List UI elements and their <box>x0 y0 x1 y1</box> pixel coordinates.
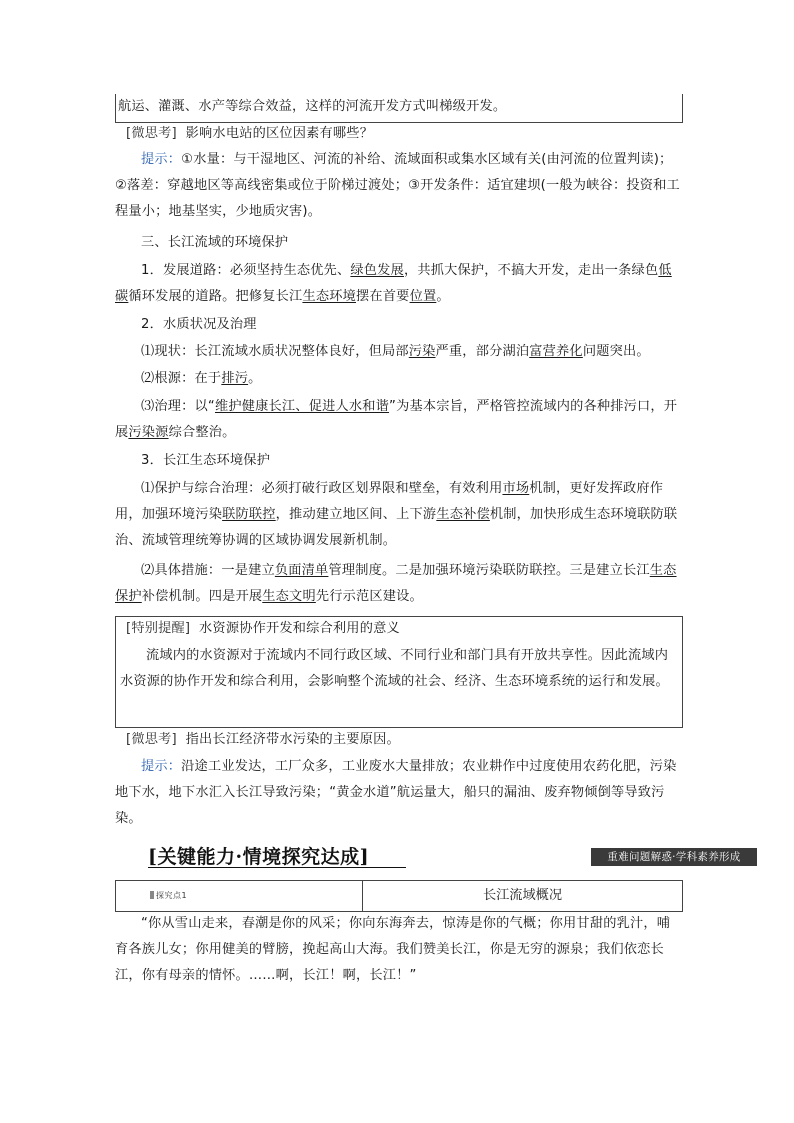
hint-label: 提示： <box>141 152 182 167</box>
text: 机制，更好发挥政府作用，加强环境污染 <box>115 481 664 522</box>
text: ，共抓大保护，不搞大开发，走出一条绿色 <box>403 263 659 278</box>
underlined-term: 污染源 <box>128 425 169 440</box>
text: ⑴现状：长江流域水质状况整体良好，但局部 <box>141 344 409 359</box>
text: 综合整治。 <box>168 425 236 440</box>
item-3-heading: 3．长江生态环境保护 <box>141 453 271 468</box>
text: ⑴保护与综合治理：必须打破行政区划界限和壁垒，有效利用 <box>141 481 503 496</box>
poem-quote: “你从雪山走来，春潮是你的风采；你向东海奔去，惊涛是你的气概；你用甘甜的乳汁，哺育各族儿女；你用健美的臂膀，挽起高山大海。我们赞美长江，你是无穷的源泉；我们依恋长江，你有母亲的情怀。……啊，长江！啊，长江！” <box>115 916 671 983</box>
explore-point-tag-cell <box>116 881 363 911</box>
underlined-term: 绿色发展 <box>350 263 404 278</box>
item-1 <box>115 258 681 310</box>
underlined-term: 位置 <box>409 289 437 304</box>
underlined-term: 排污 <box>221 371 249 386</box>
section-title-rule <box>148 867 406 868</box>
reminder-title: 水资源协作开发和综合利用的意义 <box>199 621 400 636</box>
text: 管理制度。二是加强环境污染联防联控。三是建立长江 <box>328 563 650 578</box>
underlined-term: 低碳 <box>115 263 672 304</box>
text: 1．发展道路：必须坚持生态优先、 <box>141 263 351 278</box>
text: 先行示范区建设。 <box>315 589 423 604</box>
continued-text: 航运、灌溉、水产等综合效益，这样的河流开发方式叫梯级开发。 <box>118 99 507 114</box>
underlined-term: 污染 <box>408 344 436 359</box>
hint-text: 沿途工业发达，工厂众多，工业废水大量排放；农业耕作中过度使用农药化肥，污染地下水，地下水汇入长江导致污染；“黄金水道”航运量大，船只的漏油、废弃物倾倒等导致污染。 <box>115 759 677 826</box>
text: 摆在首要 <box>356 289 410 304</box>
section-heading: 三、长江流域的环境保护 <box>141 235 289 250</box>
underlined-term: 负面清单 <box>274 563 329 578</box>
underlined-term: 富营养化 <box>529 344 583 359</box>
text: 。 <box>436 289 450 304</box>
section-title: [关键能力·情境探究达成] <box>148 846 370 868</box>
text: 机制，加快形成生态环境联防联治、流域管理统筹协调的区域协调发展新机制。 <box>115 507 678 548</box>
text: 严重，部分湖泊 <box>435 344 530 359</box>
underlined-term: 联防联控 <box>222 507 276 522</box>
hint-text: ①水量：与干湿地区、河流的补给、流域面积或集水区域有关(由河流的位置判读)；②落差：穿越地区等高线密集或位于阶梯过渡处；③开发条件：适宜建坝(一般为峡谷：投资和工程量小；地基坚实，少地质灾害)。 <box>115 152 680 219</box>
think-question-text: 指出长江经济带水污染的主要原因。 <box>185 732 400 747</box>
item-2-heading: 2．水质状况及治理 <box>141 317 257 332</box>
special-reminder-text: 流域内的水资源对于流域内不同行政区域、不同行业和部门具有开放共享性。因此流域内水资源的协作开发和综合利用，会影响整个流域的社会、经济、生态环境系统的运行和发展。 <box>120 648 669 689</box>
text: ”为基本宗旨，严格管控流域内的各种排污口，开展 <box>115 399 678 440</box>
hint-label: 提示： <box>141 759 182 774</box>
text: 补偿机制。四是开展 <box>141 589 263 604</box>
item-2-3 <box>115 394 681 446</box>
underlined-term: 生态保护 <box>115 563 677 604</box>
special-reminder-header <box>126 616 676 642</box>
underlined-term: 生态环境 <box>302 289 356 304</box>
reminder-tag: [特别提醒] <box>126 621 191 636</box>
text: 。 <box>248 371 262 386</box>
text: ⑵根源：在于 <box>141 371 222 386</box>
think-question-2 <box>126 727 681 753</box>
section-badge: 重难问题解惑·学科素养形成 <box>591 848 757 866</box>
item-2-1 <box>115 339 681 365</box>
text: 问题突出。 <box>582 344 650 359</box>
underlined-term: 生态文明 <box>262 589 316 604</box>
explore-point-header <box>115 880 683 912</box>
item-3-1 <box>115 476 681 554</box>
underlined-term: 维护健康长江、促进人水和谐 <box>214 399 390 414</box>
text: 循环发展的道路。把修复长江 <box>128 289 303 304</box>
think-hint-2 <box>115 754 681 832</box>
think-tag: [微思考] <box>126 732 177 747</box>
think-hint-1 <box>115 147 681 225</box>
underlined-term: 生态补偿 <box>436 507 490 522</box>
think-question-text: 影响水电站的区位因素有哪些？ <box>185 126 374 141</box>
text: ⑶治理：以“ <box>141 399 215 414</box>
think-question-1 <box>126 121 681 147</box>
text: ，推动建立地区间、上下游 <box>275 507 437 522</box>
underlined-term: 市场 <box>502 481 530 496</box>
item-2-2 <box>115 366 681 392</box>
explore-point-tag: 探究点1 <box>156 891 188 900</box>
item-3-2 <box>115 558 681 610</box>
think-tag: [微思考] <box>126 126 177 141</box>
explore-point-title: 长江流域概况 <box>482 888 563 903</box>
text: ⑵具体措施：一是建立 <box>141 563 275 578</box>
